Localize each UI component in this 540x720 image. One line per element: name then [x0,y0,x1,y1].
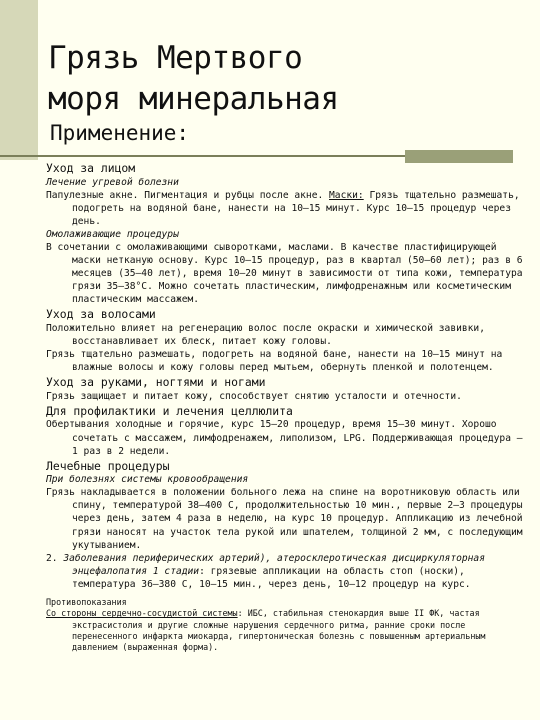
contraindications-heading: Противопоказания [46,597,127,608]
sidebar-accent-bar [0,0,38,160]
therapy-item-number: 2. [46,552,64,564]
contraindications-paragraph [46,608,526,653]
therapy-item-diagnosis: Заболевания периферических артерий), атеросклеротическая дисциркуляторная энцефалопатия 1 стадии [63,552,485,577]
section-heading-hair: Уход за волосами [46,307,156,322]
contraindications-system-label: Со стороны сердечно-сосудистой системы [46,608,238,619]
paragraph-therapy-2 [46,552,526,591]
paragraph-therapy-1: Грязь накладывается в положении больного лежа на спине на воротниковую область или спину, температурой 38–400 С, продолжительностью 10 мин., первые 2–3 процедуры через день, затем 4 раза в неделю, на курс 10 процедур. Аппликацию из лечебной грязи наносят на участок тела рукой или шпателем, толщиной 2 мм, с последующим укутыванием. [46,487,523,551]
contraindications-text: : ИБС, стабильная стенокардия выше II ФК, частая экстрасистолия и другие сложные нарушения сердечного ритма, ранние сроки после перенесенного инфаркта миокарда, гипертоническая болезнь с повышенным артериальным давлением (выраженная форма). [72,608,486,653]
paragraph-cellulite: Обертывания холодные и горячие, курс 15–20 процедур, время 15–30 минут. Хорошо сочетать с массажем, лимфодренажем, липолизом, LPG. Поддерживающая процедура – 1 раз в 2 недели. [46,419,523,457]
slide-title [48,38,528,120]
slide-subtitle: Применение: [50,121,190,145]
slide-title-line-1: Грязь Мертвого [48,40,303,76]
acne-mask-label: Маски: [329,189,364,201]
section-heading-hands: Уход за руками, ногтями и ногами [46,375,266,390]
section-heading-face: Уход за лицом [46,161,136,175]
paragraph-rejuvenation: В сочетании с омолаживающими сыворотками, маслами. В качестве пластифицирующей маски нетканую основу. Курс 10–15 процедур, раз в квартал (50–60 лет); раз в 6 месяцев (35–40 лет), время 10–20 минут в зависимости от типа кожи, температура грязи 35–38°С. Можно сочетать пластическим, лимфодренажным или косметическим пластическим массажем. [46,241,523,306]
acne-text-rest: Грязь тщательно размешать, подогреть на водяной бане, нанести на 10–15 минут. Курс 10–15 процедур через день. [72,189,520,227]
therapy-item-text: : грязевые аппликации на область стоп (носки), температура 36–380 С, 10–15 мин., через день, 10–12 процедур на курс. [72,565,471,590]
subheading-rejuvenation: Омолаживающие процедуры [46,228,179,240]
acne-text-start: Папулезные акне. Пигментация и рубцы после акне. [46,189,330,201]
section-heading-therapy: Лечебные процедуры [46,458,170,473]
paragraph-hair-1: Положительно влияет на регенерацию волос после окраски и химической завивки, восстанавливает их блеск, питает кожу головы. [46,322,485,348]
slide-title-line-2: моря минеральная [48,81,339,117]
subheading-acne: Лечение угревой болезни [46,176,179,188]
paragraph-acne [46,189,526,228]
paragraph-hair-2: Грязь тщательно размешать, подогреть на водяной бане, нанести на 10–15 минут на влажные волосы и кожу головы перед мытьем, обернуть пленкой и полотенцем. [46,349,503,374]
slide-content [46,160,526,654]
section-heading-cellulite: Для профилактики и лечения целлюлита [46,403,293,418]
subheading-circulation: При болезнях системы кровообращения [46,474,249,486]
paragraph-hands: Грязь защищает и питает кожу, способствует снятию усталости и отечности. [46,390,462,402]
